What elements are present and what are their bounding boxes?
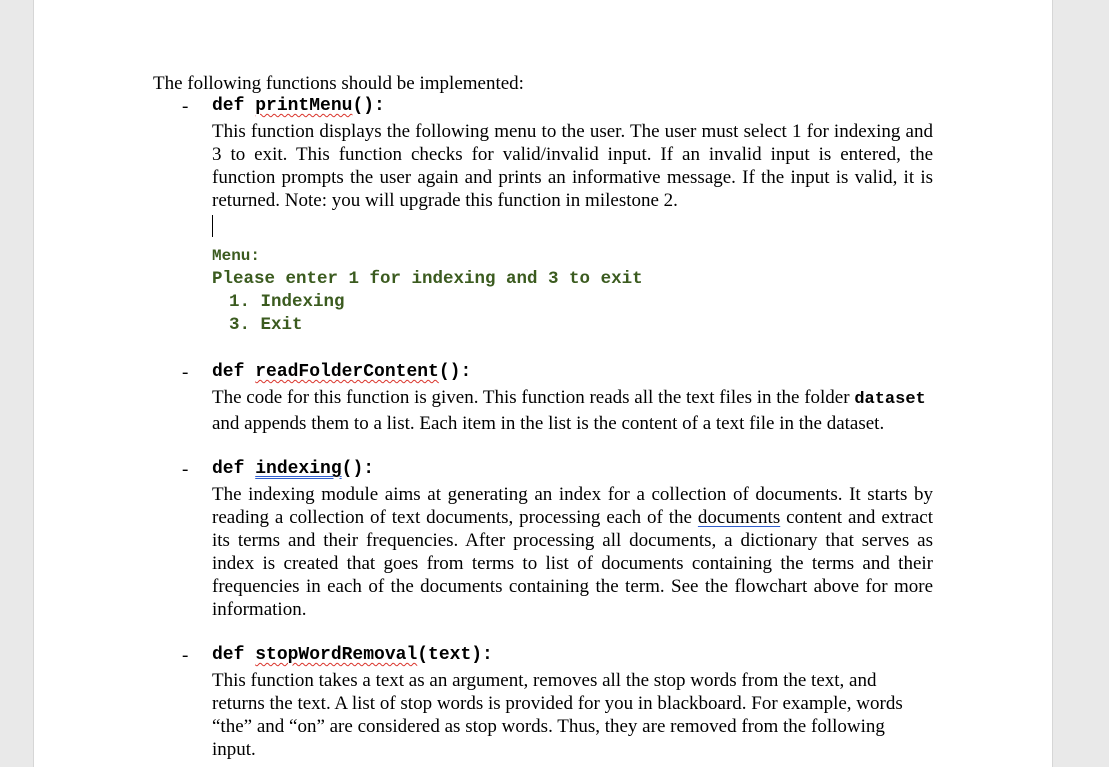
menu-option-exit: 3. Exit	[229, 315, 303, 335]
description-text: The indexing module aims at generating an index for a collection of documents. It starts by reading a collection of text documents, processing each of the	[212, 484, 933, 528]
def-keyword: def	[212, 645, 245, 665]
function-signature	[212, 361, 933, 384]
function-name: printMenu	[255, 96, 353, 116]
function-signature	[212, 644, 933, 667]
bullet-dash: -	[182, 362, 189, 383]
def-keyword: def	[212, 459, 245, 479]
list-item-readfoldercontent	[153, 361, 933, 435]
bullet-dash: -	[182, 96, 189, 117]
menu-option-indexing: 1. Indexing	[229, 292, 345, 312]
inline-code-dataset: dataset	[854, 390, 926, 409]
bullet-dash: -	[182, 459, 189, 480]
function-name: readFolderContent	[255, 362, 439, 382]
function-name: indexing	[255, 459, 342, 479]
menu-title: Menu:	[212, 247, 261, 265]
function-name: stopWordRemoval	[255, 645, 418, 665]
grammar-flag-documents: documents	[697, 507, 781, 528]
list-item-stopwordremoval	[153, 644, 933, 761]
text-cursor	[212, 215, 213, 237]
description-text: and appends them to a list. Each item in the list is the content of a text file in the dataset.	[212, 412, 885, 434]
menu-prompt: Please enter 1 for indexing and 3 to exit	[212, 269, 643, 289]
function-signature	[212, 458, 933, 481]
intro-text: The following functions should be implemented:	[153, 73, 524, 94]
function-description: This function takes a text as an argument, removes all the stop words from the text, and returns the text. A list of stop words is provided for you in blackboard. For example, words “the” and “on” are considered as stop words. Thus, they are removed from the following input.	[212, 670, 903, 760]
function-params: ():	[438, 362, 472, 382]
function-params: ():	[352, 96, 385, 116]
function-description: This function displays the following menu to the user. The user must select 1 for indexing and 3 to exit. This function checks for valid/invalid input. If an invalid input is entered, the function prompts the user again and prints an informative message. If the input is valid, it is returned. Note: you will upgrade this function in milestone 2.	[212, 121, 933, 211]
function-params: (text):	[417, 645, 493, 665]
bullet-dash: -	[182, 645, 189, 666]
def-keyword: def	[212, 362, 245, 382]
description-text: The code for this function is given. This function reads all the text files in the folder	[212, 387, 850, 408]
function-params: ():	[341, 459, 375, 479]
function-description	[212, 483, 933, 621]
def-keyword: def	[212, 96, 245, 116]
list-item-indexing	[153, 458, 933, 621]
function-description	[212, 386, 933, 435]
document-body	[153, 70, 933, 761]
list-item-printmenu	[153, 95, 933, 337]
document-page	[33, 0, 1053, 767]
description-text: content and extract its terms and their frequencies. After processing all documents, a dictionary that serves as index is created that goes from terms to list of documents containing the terms and their frequencies in each of the documents containing the term. See the flowchart above for more information.	[212, 507, 934, 620]
function-signature	[212, 95, 933, 118]
